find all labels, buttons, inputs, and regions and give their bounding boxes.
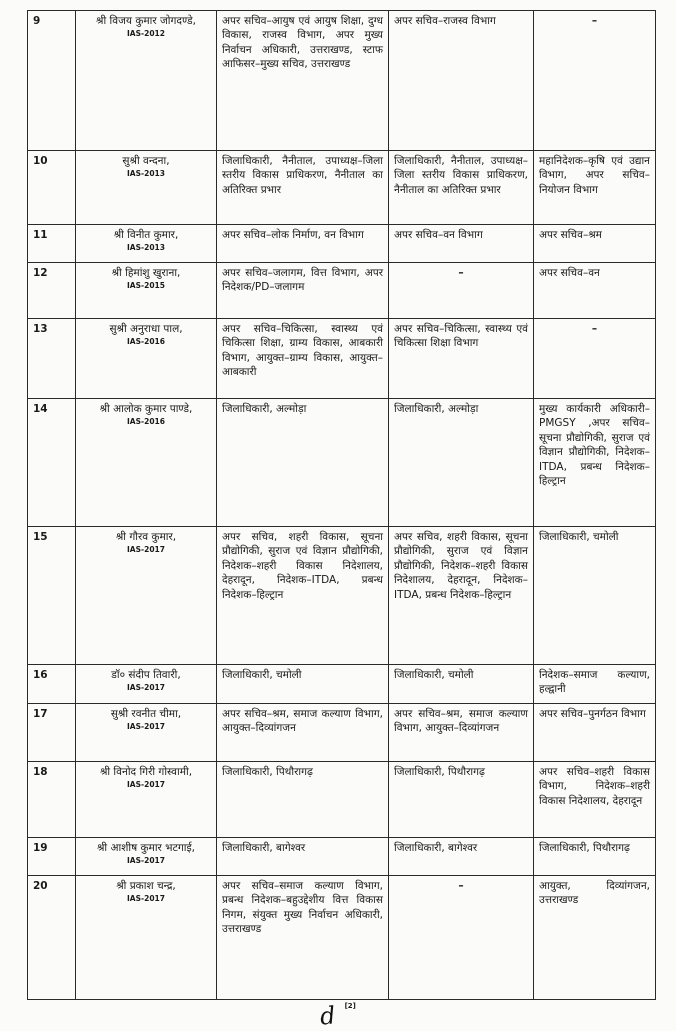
officer-name: सुश्री अनुराधा पाल, [109, 323, 183, 335]
officer-name-cell [76, 225, 217, 263]
officer-name: सुश्री रवनीत चीमा, [110, 708, 182, 720]
officer-transfer-table [27, 10, 656, 1000]
current-posting: जिलाधिकारी, अल्मोड़ा [217, 399, 389, 527]
table-row [28, 704, 656, 762]
page-number: [2] [344, 1002, 356, 1010]
new-posting: आयुक्त, दिव्यांगजन, उत्तराखण्ड [534, 876, 656, 1000]
new-posting: अपर सचिव–शहरी विकास विभाग, निदेशक–शहरी विकास निदेशालय, देहरादून [534, 762, 656, 838]
serial-number: 10 [28, 151, 76, 225]
new-posting: निदेशक–समाज कल्याण, हल्द्वानी [534, 665, 656, 704]
table-row [28, 762, 656, 838]
officer-name-cell [76, 151, 217, 225]
officer-name: सुश्री वन्दना, [122, 155, 170, 167]
retained-posting: जिलाधिकारी, नैनीताल, उपाध्यक्ष–जिला स्तरीय विकास प्राधिकरण, नैनीताल का अतिरिक्त प्रभार [389, 151, 534, 225]
serial-number: 18 [28, 762, 76, 838]
table-row [28, 151, 656, 225]
officer-name: श्री विनीत कुमार, [113, 229, 179, 241]
service-batch: IAS-2017 [127, 683, 165, 693]
table-row [28, 838, 656, 876]
officer-name-cell [76, 527, 217, 665]
retained-posting: अपर सचिव–श्रम, समाज कल्याण विभाग, आयुक्त–दिव्यांगजन [389, 704, 534, 762]
page-footer [0, 1002, 676, 1030]
officer-name: श्री विजय कुमार जोगदण्डे, [96, 15, 196, 27]
service-batch: IAS-2017 [127, 894, 165, 904]
current-posting: अपर सचिव–लोक निर्माण, वन विभाग [217, 225, 389, 263]
current-posting: अपर सचिव–आयुष एवं आयुष शिक्षा, दुग्ध विकास, राजस्व विभाग, अपर मुख्य निर्वाचन अधिकारी, उत्तराखण्ड, स्टाफ आफिसर–मुख्य सचिव, उत्तराखण्ड [217, 11, 389, 151]
service-batch: IAS-2017 [127, 722, 165, 732]
table-row [28, 399, 656, 527]
table-row [28, 225, 656, 263]
service-batch: IAS-2016 [127, 337, 165, 347]
current-posting: अपर सचिव–श्रम, समाज कल्याण विभाग, आयुक्त–दिव्यांगजन [217, 704, 389, 762]
table-row [28, 665, 656, 704]
current-posting: अपर सचिव–समाज कल्याण विभाग, प्रबन्ध निदेशक–बहुउद्देशीय वित्त विकास निगम, संयुक्त मुख्य निर्वाचन अधिकारी, उत्तराखण्ड [217, 876, 389, 1000]
serial-number: 20 [28, 876, 76, 1000]
current-posting: जिलाधिकारी, नैनीताल, उपाध्यक्ष–जिला स्तरीय विकास प्राधिकरण, नैनीताल का अतिरिक्त प्रभार [217, 151, 389, 225]
serial-number: 9 [28, 11, 76, 151]
serial-number: 15 [28, 527, 76, 665]
serial-number: 12 [28, 263, 76, 319]
service-batch: IAS-2016 [127, 417, 165, 427]
retained-posting: अपर सचिव–वन विभाग [389, 225, 534, 263]
retained-posting: – [389, 263, 534, 319]
officer-name-cell [76, 838, 217, 876]
officer-name-cell [76, 399, 217, 527]
service-batch: IAS-2017 [127, 780, 165, 790]
new-posting: अपर सचिव–पुनर्गठन विभाग [534, 704, 656, 762]
table-row [28, 527, 656, 665]
retained-posting: अपर सचिव–चिकित्सा, स्वास्थ्य एवं चिकित्सा शिक्षा विभाग [389, 319, 534, 399]
new-posting: जिलाधिकारी, चमोली [534, 527, 656, 665]
current-posting: जिलाधिकारी, चमोली [217, 665, 389, 704]
table-row [28, 263, 656, 319]
current-posting: जिलाधिकारी, बागेश्वर [217, 838, 389, 876]
service-batch: IAS-2012 [127, 29, 165, 39]
serial-number: 17 [28, 704, 76, 762]
retained-posting: – [389, 876, 534, 1000]
serial-number: 14 [28, 399, 76, 527]
serial-number: 13 [28, 319, 76, 399]
officer-name: श्री हिमांशु खुराना, [111, 267, 181, 279]
officer-name-cell [76, 319, 217, 399]
officer-name-cell [76, 11, 217, 151]
current-posting: जिलाधिकारी, पिथौरागढ़ [217, 762, 389, 838]
current-posting: अपर सचिव–चिकित्सा, स्वास्थ्य एवं चिकित्सा शिक्षा, ग्राम्य विकास, आबकारी विभाग, आयुक्त–ग्राम्य विकास, आयुक्त–आबकारी [217, 319, 389, 399]
retained-posting: अपर सचिव, शहरी विकास, सूचना प्रौद्योगिकी, सुराज एवं विज्ञान प्रौद्योगिकी, निदेशक–शहरी विकास निदेशालय, देहरादून, निदेशक–ITDA, प्रबन्ध निदेशक–हिल्ट्रान [389, 527, 534, 665]
officer-name-cell [76, 704, 217, 762]
table-row [28, 876, 656, 1000]
officer-name-cell [76, 762, 217, 838]
serial-number: 11 [28, 225, 76, 263]
officer-name-cell [76, 263, 217, 319]
retained-posting: जिलाधिकारी, पिथौरागढ़ [389, 762, 534, 838]
new-posting: जिलाधिकारी, पिथौरागढ़ [534, 838, 656, 876]
signature-mark: d [318, 1001, 337, 1031]
new-posting: मुख्य कार्यकारी अधिकारी–PMGSY ,अपर सचिव–सूचना प्रौद्योगिकी, सुराज एवं विज्ञान प्रौद्योगिकी, निदेशक–ITDA, प्रबन्ध निदेशक– हिल्ट्रान [534, 399, 656, 527]
service-batch: IAS-2015 [127, 281, 165, 291]
table-row [28, 11, 656, 151]
current-posting: अपर सचिव, शहरी विकास, सूचना प्रौद्योगिकी, सुराज एवं विज्ञान प्रौद्योगिकी, निदेशक–शहरी विकास निदेशालय, देहरादून, निदेशक–ITDA, प्रबन्ध निदेशक–हिल्ट्रान [217, 527, 389, 665]
officer-name: श्री आलोक कुमार पाण्डे, [99, 403, 193, 415]
new-posting: अपर सचिव–वन [534, 263, 656, 319]
officer-name-cell [76, 665, 217, 704]
new-posting: – [534, 11, 656, 151]
serial-number: 19 [28, 838, 76, 876]
officer-name-cell [76, 876, 217, 1000]
officer-name: श्री प्रकाश चन्द्र, [116, 880, 176, 892]
officer-name: श्री विनोद गिरी गोस्वामी, [99, 766, 193, 778]
officer-name: डॉ० संदीप तिवारी, [111, 669, 181, 681]
new-posting: अपर सचिव–श्रम [534, 225, 656, 263]
officer-name: श्री आशीष कुमार भटगाई, [97, 842, 195, 854]
current-posting: अपर सचिव–जलागम, वित्त विभाग, अपर निदेशक/PD–जलागम [217, 263, 389, 319]
new-posting: – [534, 319, 656, 399]
new-posting: महानिदेशक–कृषि एवं उद्यान विभाग, अपर सचिव–नियोजन विभाग [534, 151, 656, 225]
service-batch: IAS-2017 [127, 856, 165, 866]
retained-posting: जिलाधिकारी, अल्मोड़ा [389, 399, 534, 527]
serial-number: 16 [28, 665, 76, 704]
officer-name: श्री गौरव कुमार, [115, 531, 177, 543]
retained-posting: जिलाधिकारी, चमोली [389, 665, 534, 704]
table-row [28, 319, 656, 399]
retained-posting: जिलाधिकारी, बागेश्वर [389, 838, 534, 876]
service-batch: IAS-2017 [127, 545, 165, 555]
retained-posting: अपर सचिव–राजस्व विभाग [389, 11, 534, 151]
service-batch: IAS-2013 [127, 243, 165, 253]
service-batch: IAS-2013 [127, 169, 165, 179]
